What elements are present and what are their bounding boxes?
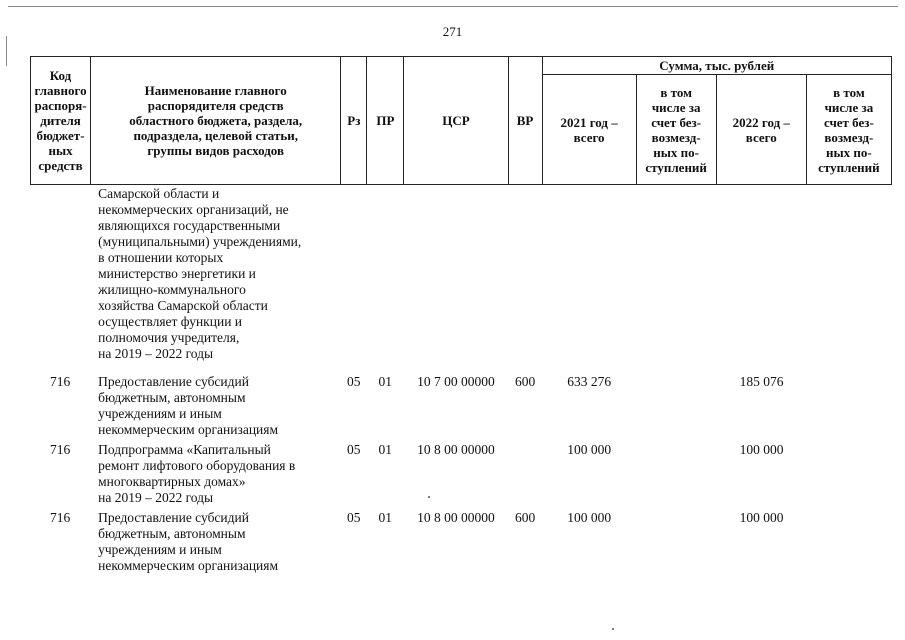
row-csr: 10 8 00 00000 xyxy=(417,442,495,457)
header-2021-total: 2021 год – всего xyxy=(542,75,636,185)
header-2021-free: в том числе за счет без- возмезд- ных по- ступлений xyxy=(636,75,716,185)
scan-speck xyxy=(612,628,614,630)
header-2022-free: в том числе за счет без- возмезд- ных по- ступлений xyxy=(806,75,891,185)
row-csr: 10 7 00 00000 xyxy=(417,374,495,389)
header-rz: Рз xyxy=(341,57,367,185)
row-code: 716 xyxy=(49,510,71,525)
row-rz: 05 xyxy=(346,374,361,389)
header-csr: ЦСР xyxy=(404,57,508,185)
row-free-2021 xyxy=(636,374,716,442)
row-name: Самарской области и некоммерческих организаций, не являющихся государственными (муниципальными) учреждениями, в отношении которых министерство энергетики и жилищно-коммунального хозяйства Самарской области осуществляет функции и полномочия учредителя, на 2019 – 2022 годы xyxy=(98,186,302,361)
row-free-2021 xyxy=(636,510,716,578)
row-name: Подпрограмма «Капитальный ремонт лифтового оборудования в многоквартирных домах» на 2019 – 2022 годы xyxy=(98,442,296,505)
row-vr xyxy=(508,186,542,374)
table-body xyxy=(30,186,892,578)
row-free-2021 xyxy=(636,186,716,374)
row-free-2022 xyxy=(807,374,892,442)
row-free-2022 xyxy=(807,510,892,578)
row-rz xyxy=(341,186,367,374)
header-vr: ВР xyxy=(508,57,542,185)
table-row xyxy=(30,374,892,442)
row-vr xyxy=(508,442,542,510)
row-sum-2022: 100 000 xyxy=(739,442,784,457)
row-csr: 10 8 00 00000 xyxy=(417,510,495,525)
row-sum-2021: 100 000 xyxy=(567,442,612,457)
row-sum-2022: 185 076 xyxy=(739,374,784,389)
left-border-line xyxy=(6,36,7,66)
row-code: 716 xyxy=(49,442,71,457)
row-code xyxy=(30,186,90,374)
row-name: Предоставление субсидий бюджетным, автономным учреждениям и иным некоммерческим организациям xyxy=(98,510,279,573)
row-sum-2021: 100 000 xyxy=(567,510,612,525)
header-pr: ПР xyxy=(367,57,404,185)
table-row xyxy=(30,510,892,578)
row-csr xyxy=(404,186,508,374)
top-border-line xyxy=(8,6,898,7)
row-rz: 05 xyxy=(346,442,361,457)
header-name: Наименование главного распорядителя средств областного бюджета, раздела, подраздела, целевой статьи, группы видов расходов xyxy=(91,57,341,185)
row-pr: 01 xyxy=(378,442,393,457)
row-pr: 01 xyxy=(378,510,393,525)
page-number: 271 xyxy=(442,24,463,39)
row-pr: 01 xyxy=(378,374,393,389)
header-sum-group: Сумма, тыс. рублей xyxy=(542,57,891,75)
row-sum-2022 xyxy=(717,186,807,374)
row-code: 716 xyxy=(49,374,71,389)
row-free-2022 xyxy=(807,442,892,510)
row-sum-2022: 100 000 xyxy=(739,510,784,525)
table-row xyxy=(30,186,892,374)
row-rz: 05 xyxy=(346,510,361,525)
row-free-2022 xyxy=(807,186,892,374)
scan-speck xyxy=(428,496,430,498)
row-sum-2021 xyxy=(542,186,636,374)
row-vr: 600 xyxy=(514,374,536,389)
row-name: Предоставление субсидий бюджетным, автономным учреждениям и иным некоммерческим организациям xyxy=(98,374,279,437)
table-row xyxy=(30,442,892,510)
row-vr: 600 xyxy=(514,510,536,525)
table-header xyxy=(30,56,892,185)
row-sum-2021: 633 276 xyxy=(567,374,612,389)
row-pr xyxy=(367,186,404,374)
row-free-2021 xyxy=(636,442,716,510)
header-2022-total: 2022 год – всего xyxy=(716,75,806,185)
header-code: Код главного распоря- дителя бюджет- ных средств xyxy=(31,57,91,185)
